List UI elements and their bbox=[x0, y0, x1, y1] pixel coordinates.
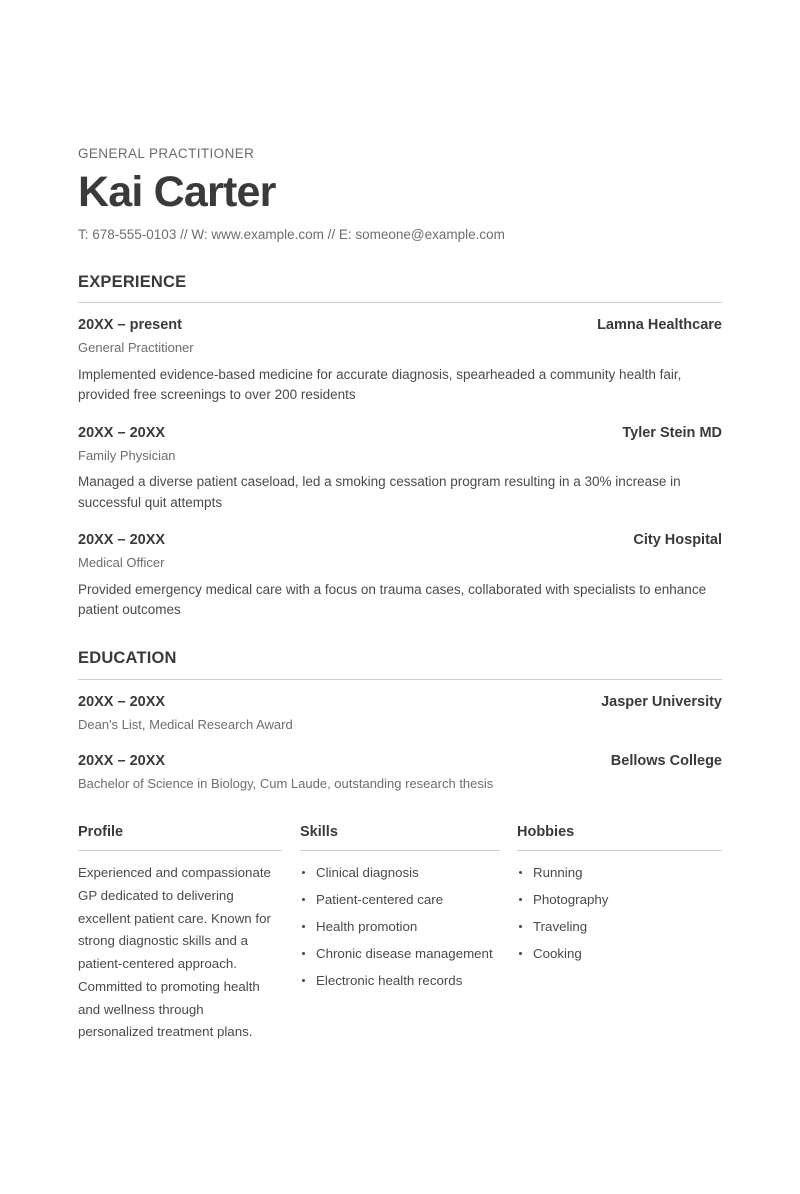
list-item bbox=[300, 916, 500, 938]
section-divider bbox=[78, 679, 722, 680]
section-education bbox=[78, 649, 722, 794]
bullet-icon bbox=[302, 898, 305, 901]
education-entry-org: Bellows College bbox=[610, 753, 722, 770]
education-entry-dates: 20XX – 20XX bbox=[78, 753, 166, 770]
bullet-icon bbox=[302, 952, 305, 955]
list-item bbox=[300, 943, 500, 965]
section-title-experience: EXPERIENCE bbox=[78, 272, 187, 291]
list-item bbox=[517, 889, 722, 911]
experience-entry bbox=[78, 315, 722, 406]
experience-entry-description: Implemented evidence-based medicine for accurate diagnosis, spearheaded a community health fair, provided free screenings to over 200 residents bbox=[78, 366, 682, 403]
education-entry-detail: Dean's List, Medical Research Award bbox=[78, 716, 293, 732]
education-entry-head bbox=[78, 692, 722, 713]
list-item-label: Photography bbox=[533, 892, 609, 908]
bullet-icon bbox=[519, 871, 522, 874]
column-divider bbox=[300, 850, 500, 851]
list-item-label: Patient-centered care bbox=[316, 892, 444, 908]
list-item-label: Electronic health records bbox=[316, 972, 463, 988]
experience-entry-dates: 20XX – 20XX bbox=[78, 532, 166, 549]
experience-entry-description: Managed a diverse patient caseload, led a smoking cessation program resulting in a 30% increase in successful quit attempts bbox=[78, 474, 681, 510]
experience-entry-org: Tyler Stein MD bbox=[622, 424, 722, 441]
list-item-label: Traveling bbox=[533, 918, 588, 934]
education-entry-detail: Bachelor of Science in Biology, Cum Laude, outstanding research thesis bbox=[78, 776, 494, 792]
section-divider bbox=[78, 302, 722, 303]
list-item-label: Chronic disease management bbox=[316, 945, 493, 961]
page-title: Kai Carter bbox=[78, 168, 276, 217]
column-divider bbox=[517, 850, 722, 851]
column-profile bbox=[78, 824, 282, 1044]
resume-header bbox=[78, 146, 722, 245]
experience-entry bbox=[78, 530, 722, 621]
bullet-icon bbox=[302, 871, 305, 874]
education-entry bbox=[78, 692, 722, 735]
list-item bbox=[517, 943, 722, 965]
section-experience bbox=[78, 273, 722, 621]
experience-entry-org: City Hospital bbox=[633, 532, 722, 549]
list-item-label: Running bbox=[533, 865, 583, 881]
list-item-label: Cooking bbox=[533, 945, 582, 961]
education-entry-dates: 20XX – 20XX bbox=[78, 693, 166, 710]
column-hobbies bbox=[517, 824, 722, 1044]
experience-entry-dates: 20XX – present bbox=[78, 317, 182, 334]
experience-entry-head bbox=[78, 423, 722, 444]
education-entry-org: Jasper University bbox=[601, 693, 722, 710]
column-title-hobbies: Hobbies bbox=[517, 823, 575, 840]
experience-entry-description: Provided emergency medical care with a focus on trauma cases, collaborated with specialists to enhance patient outcomes bbox=[78, 581, 707, 618]
skills-list bbox=[300, 862, 500, 992]
header-contact-line: T: 678-555-0103 // W: www.example.com // E: someone@example.com bbox=[78, 227, 505, 243]
experience-entry bbox=[78, 423, 722, 514]
bullet-icon bbox=[302, 979, 305, 982]
bullet-icon bbox=[519, 898, 522, 901]
experience-entry-role: Family Physician bbox=[78, 447, 176, 463]
header-role-line: GENERAL PRACTITIONER bbox=[78, 146, 255, 161]
experience-entry-head bbox=[78, 315, 722, 336]
bullet-icon bbox=[519, 952, 522, 955]
education-entry bbox=[78, 751, 722, 794]
bottom-columns bbox=[78, 824, 722, 1044]
column-title-profile: Profile bbox=[78, 823, 124, 840]
list-item bbox=[517, 916, 722, 938]
profile-text: Experienced and compassionate GP dedicated to delivering excellent patient care. Known for strong diagnostic skills and a patient-centered approach. Committed to promoting health and wellness through personalized treatment plans. bbox=[78, 865, 271, 1040]
list-item bbox=[517, 862, 722, 884]
list-item-label: Clinical diagnosis bbox=[316, 865, 419, 881]
column-skills bbox=[300, 824, 500, 1044]
bullet-icon bbox=[519, 925, 522, 928]
list-item bbox=[300, 862, 500, 884]
column-title-skills: Skills bbox=[300, 823, 338, 840]
section-title-education: EDUCATION bbox=[78, 649, 177, 667]
list-item bbox=[300, 889, 500, 911]
experience-entry-role: Medical Officer bbox=[78, 555, 165, 571]
column-divider bbox=[78, 850, 282, 851]
experience-entry-head bbox=[78, 530, 722, 551]
hobbies-list bbox=[517, 862, 722, 965]
list-item-label: Health promotion bbox=[316, 918, 418, 934]
experience-entry-role: General Practitioner bbox=[78, 340, 194, 356]
education-entry-head bbox=[78, 751, 722, 772]
resume-content bbox=[78, 146, 722, 1044]
list-item bbox=[300, 970, 500, 992]
bullet-icon bbox=[302, 925, 305, 928]
experience-entry-dates: 20XX – 20XX bbox=[78, 424, 166, 441]
experience-entry-org: Lamna Healthcare bbox=[597, 317, 722, 334]
